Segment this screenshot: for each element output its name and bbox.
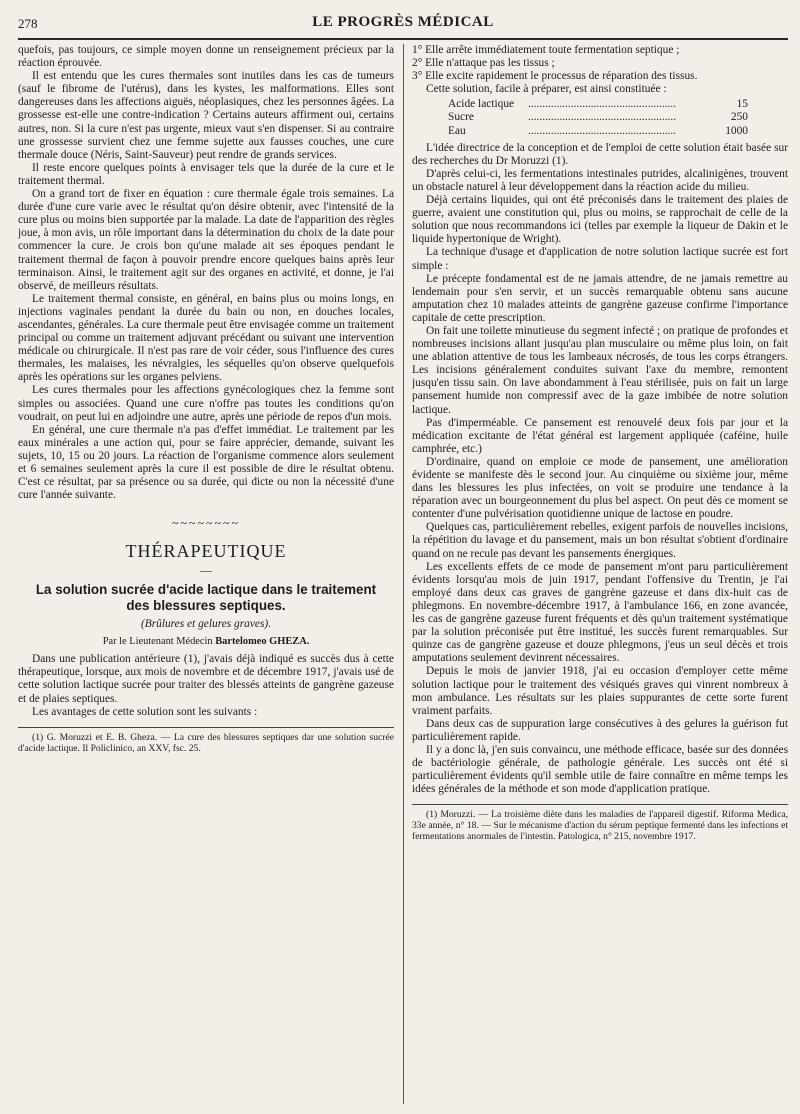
ingredient-qty: 1000 bbox=[725, 124, 748, 137]
page-number: 278 bbox=[18, 16, 38, 31]
ingredient-name: Sucre bbox=[448, 111, 474, 124]
recipe-row bbox=[448, 98, 748, 111]
article-title: La solution sucrée d'acide lactique dans le traitement des blessures septiques. bbox=[35, 582, 377, 614]
paragraph: Les cures thermales pour les affections gynécologiques chez la femme sont simples ou associées. Quand une cure n'offre pas toutes les conditions qu'on voudrait, on peut lui en adjoindre une autre, après une période de repos d'un mois. bbox=[18, 384, 394, 423]
article-subtitle: (Brûlures et gelures graves). bbox=[140, 618, 272, 631]
article-byline bbox=[18, 636, 394, 647]
leader-dots: .................................................... bbox=[528, 111, 677, 124]
list-item: 1° Elle arrête immédiatement toute fermentation septique ; bbox=[412, 44, 680, 56]
recipe-table bbox=[448, 98, 748, 137]
list-item: 2° Elle n'attaque pas les tissus ; bbox=[412, 57, 555, 70]
list-item: 3° Elle excite rapidement le processus de réparation des tissus. bbox=[412, 70, 698, 83]
paragraph: Il est entendu que les cures thermales sont inutiles dans les cas de tumeurs (sauf le fibrome de l'utérus), dans les kystes, les malformations. Elles sont dangereuses dans les affections aiguës, néoplasiques, chez les personnes âgées. La grossesse est-elle une contre-indication ? Certains auteurs affirment oui, certains autres, non. Si la cure n'est pas urgente, mieux vaut s'en dispenser. Si au contraire une grossesse survient chez une femme sujette aux fausses couches, une cure thermale douce (Néris, Saint-Sauveur) peut rendre de grands services. bbox=[18, 70, 394, 161]
paragraph: Le précepte fondamental est de ne jamais attendre, de ne jamais remettre au lendemain pour s'en servir, et un succès remarquable obtenu sans aucune amputation chez 10 malades atteints de gangrène gazeuse confirme l'importance capitale de cette prescription. bbox=[412, 272, 788, 324]
running-title: LE PROGRÈS MÉDICAL bbox=[312, 14, 494, 30]
recipe-row bbox=[448, 125, 748, 138]
paragraph: D'après celui-ci, les fermentations intestinales putrides, alcalinigènes, trouvent un obstacle naturel à leur développement dans la réaction acide du milieu. bbox=[412, 167, 788, 193]
paragraph: On fait une toilette minutieuse du segment infecté ; on pratique de profondes et nombreuses incisions allant jusqu'au plan musculaire ou même plus loin, on fait une ablation attentive de tous les lambeaux nécrosés, de tous les corps étrangers. Les incisions généralement conduites suivant l'axe du membre, remontent jusqu'en tissu sain. On lave abondamment à l'eau stérilisée, puis on fait un large pansement humide non compressif avec de la gaze imbibée de notre solution lactique. bbox=[412, 324, 788, 416]
paragraph: D'ordinaire, quand on emploie ce mode de pansement, une amélioration évidente se manifeste dès le second jour. Au cinquième ou sixième jour, même dans les blessures les plus infectées, on voit se produire une tendance à la réparation avec un bourgeonnement du plus bel aspect. On peut dès ce moment se contenter d'une pulvérisation quotidienne unique de lactose en poudre. bbox=[412, 455, 788, 521]
ingredient-qty: 15 bbox=[736, 98, 748, 111]
paragraph: Les avantages de cette solution sont les suivants : bbox=[32, 705, 258, 718]
paragraph: La technique d'usage et d'application de notre solution lactique sucrée est fort simple : bbox=[412, 246, 788, 272]
left-column bbox=[18, 44, 394, 1104]
page-header bbox=[18, 14, 788, 36]
paragraph: Les excellents effets de ce mode de pansement m'ont paru particulièrement évidents lorsqu'au mois de juin 1917, pendant l'offensive du Trentin, je l'ai employé dans deux cas graves de gangrène gazeuse et dans dix-huit cas de phlegmons. En novembre-décembre 1917, à l'ambulance 166, en zone avancée, les cas de gangrène gazeuse furent fréquents et dès qu'un traitement systématique par la solution préconisée put être institué, les succès furent remarquables. Sur quinze cas de gangrène gazeuse et douze phlegmons, j'eus un seul décès et trois amputations seulement devinrent nécessaires. bbox=[412, 560, 788, 665]
advantages-list bbox=[412, 44, 788, 83]
recipe-row bbox=[448, 111, 748, 124]
paragraph: Depuis le mois de janvier 1918, j'ai eu occasion d'employer cette même solution lactique pour le traitement des vésiqués graves qui vinrent nombreux à mon ambulance. Les résultats sur les plaies suppurantes de cette sorte furent vraiment parfaits. bbox=[412, 665, 788, 717]
footnote: (1) Moruzzi. — La troisième diète dans les maladies de l'appareil digestif. Riforma Medica, 33e année, n° 18. — Sur le mécanisme d'action du sérum peptique fermenté dans les infections et fermentations anormales de l'intestin. Patologica, n° 215, novembre 1917. bbox=[412, 809, 788, 843]
recipe-intro: Cette solution, facile à préparer, est ainsi constituée : bbox=[426, 83, 667, 96]
paragraph: Il y a donc là, j'en suis convaincu, une méthode efficace, basée sur des données de bactériologie générale, de pathologie générale. Les succès ont été si particulièrement évidents qu'il semble utile de faire connaître en même temps les idées générales de la méthode et son mode d'application pratique. bbox=[412, 743, 788, 796]
footnote-separator bbox=[412, 804, 788, 805]
ingredient-qty: 250 bbox=[730, 111, 748, 124]
paragraph: Le traitement thermal consiste, en général, en bains plus ou moins longs, en injections vaginales pendant la durée du bain ou non, en douches locales, ascendantes, générales. La cure thermale peut être envisagée comme un traitement principal ou comme un traitement adjuvant précédant ou suivant une intervention médicale ou chirurgicale. Il n'est pas rare de voir céder, sous l'influence des cures thermales, les malaises, les névralgies, les séquelles qu'on observe quelquefois après les opérations sur les organes pelviens. bbox=[18, 292, 394, 384]
paragraph: Dans deux cas de suppuration large consécutives à des gelures la guérison fut particulièrement rapide. bbox=[412, 717, 788, 743]
ingredient-name: Eau bbox=[448, 124, 466, 137]
byline-prefix: Par le Lieutenant Médecin bbox=[102, 636, 216, 648]
byline-author: Bartelomeo GHEZA. bbox=[215, 636, 310, 648]
leader-dots: .................................................... bbox=[528, 124, 677, 137]
header-rule bbox=[18, 38, 788, 40]
footnote: (1) G. Moruzzi et E. B. Gheza. — La cure des blessures septiques dar une solution sucrée d'acide lactique. Il Policlinico, an XXV, fsc. 25. bbox=[18, 731, 394, 754]
paragraph: Déjà certains liquides, qui ont été préconisés dans le traitement des plaies de guerre, avaient une constitution qui, plus ou moins, se rapprochait de celle de la solution que nous recommandons ici (telles par exemple la liqueur de Dakin et le liquide hypertonique de Wright). bbox=[412, 194, 788, 246]
paragraph: En général, une cure thermale n'a pas d'effet immédiat. Le traitement par les eaux minérales a une action qui, pour se faire apprécier, demande, suivant les sujets, 10, 15 ou 20 jours. La réaction de l'organisme commence alors seulement et 6 semaines seulement après la cure il est possible de dire le résultat obtenu. C'est ce résultat, par sa présence ou sa durée, qui dicte ou non la nécessité d'une cure l'année suivante. bbox=[18, 423, 394, 502]
journal-page bbox=[18, 14, 788, 1104]
paragraph: On a grand tort de fixer en équation : cure thermale égale trois semaines. La durée d'une cure varie avec le résultat qu'on désire obtenir, avec l'intensité de la cure plus ou moins bien supportée par la malade. La date de l'apparition des règles joue, à mon avis, un rôle important dans la détermination du choix de la date pour commencer la cure. Je crois bon qu'une malade ait ses époques pendant le traitement thermal de façon à pouvoir prendre encore quelques bains après leur terminaison. Ainsi, le traitement agit sur des organes en activité, et donne, je l'ai observé, de meilleurs résultats. bbox=[18, 188, 394, 292]
paragraph: Il reste encore quelques points à envisager tels que la durée de la cure et le traitement thermal. bbox=[18, 161, 394, 187]
paragraph: Pas d'imperméable. Ce pansement est renouvelé deux fois par jour et la médication excitante de l'état général est largement appliquée (caféine, huile camphrée, etc.) bbox=[412, 416, 788, 455]
leader-dots: .................................................... bbox=[528, 98, 677, 111]
section-ornament: ~~~~~~~~ bbox=[172, 516, 240, 531]
paragraph: Dans une publication antérieure (1), j'avais déjà indiqué es succès dus à cette thérapeutique, lorsque, aux mois de novembre et de décembre 1917, j'avais usé de cette solution lactique sucrée pour traiter des blessés atteints de gangrène gazeuse et de plaies septiques. bbox=[18, 653, 394, 705]
section-dash: — bbox=[200, 563, 212, 578]
paragraph: L'idée directrice de la conception et de l'emploi de cette solution était basée sur des recherches du Dr Moruzzi (1). bbox=[412, 141, 788, 167]
ingredient-name: Acide lactique bbox=[448, 98, 515, 111]
paragraph: quefois, pas toujours, ce simple moyen donne un renseignement précieux par la réaction éprouvée. bbox=[18, 44, 394, 70]
two-column-body bbox=[18, 44, 788, 1104]
footnote-separator bbox=[18, 727, 394, 728]
right-column bbox=[412, 44, 788, 1104]
paragraph: Quelques cas, particulièrement rebelles, exigent parfois de nouvelles incisions, la répétition du lavage et du pansement, mais un bon résultat s'obtient d'ordinaire quand on ne recule pas devant les pansements énergiques. bbox=[412, 521, 788, 560]
column-divider bbox=[403, 44, 404, 1104]
section-title: THÉRAPEUTIQUE bbox=[125, 541, 287, 562]
